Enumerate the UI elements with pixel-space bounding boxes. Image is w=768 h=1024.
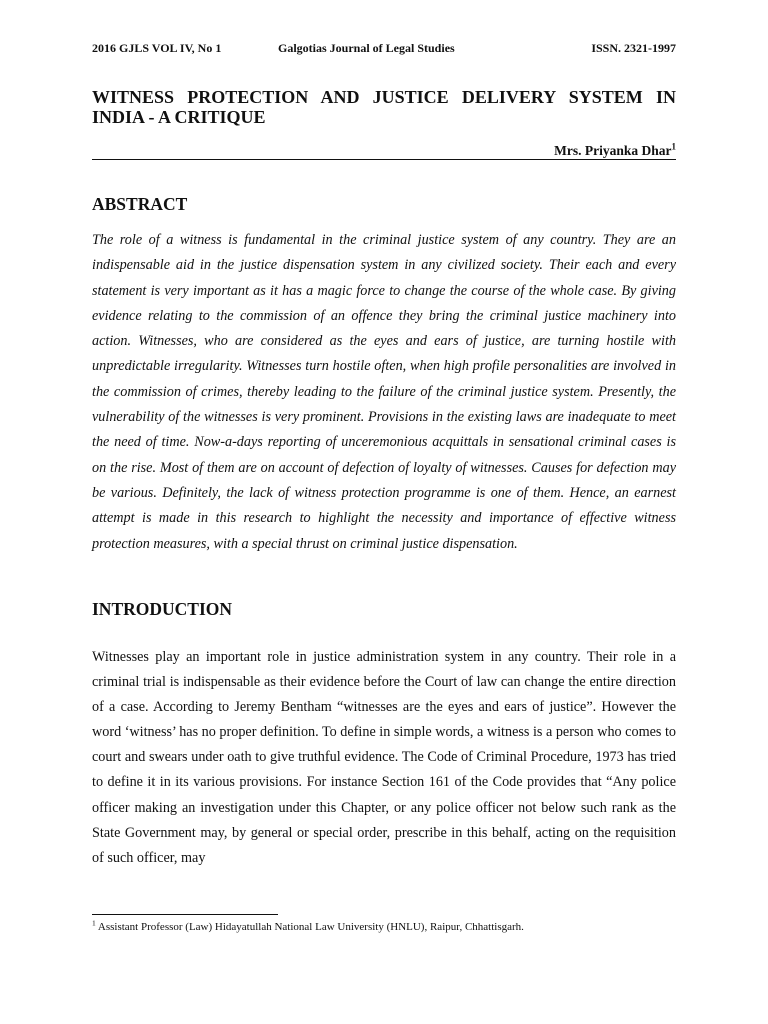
journal-volume: 2016 GJLS VOL IV, No 1 (92, 41, 222, 55)
footnote-mark: 1 (92, 918, 96, 928)
author-name: Mrs. Priyanka Dhar (554, 143, 672, 158)
abstract-body: The role of a witness is fundamental in the criminal justice system of any country. They are an indispensable aid in the justice dispensation system in any civilized society. Their each and every statement is very important as it has a magic force to change the course of the whole case. By giving evidence relating to the commission of an offence they bring the criminal justice machinery into action. Witnesses, who are considered as the eyes and ears of justice, are turning hostile with unpredictable irregularity. Witnesses turn hostile often, when high profile personalities are involved in the commission of crimes, thereby leading to the failure of the criminal justice system. Presently, the vulnerability of the witnesses is very prominent. Provisions in the existing laws are inadequate to meet the need of time. Now-a-days reporting of unceremonious acquittals in sensational criminal cases is on the rise. Most of them are on account of defection of loyalty of witnesses. Causes for defection may be various. Definitely, the lack of witness protection programme is one of them. Hence, an earnest attempt is made in this research to highlight the necessity and importance of effective witness protection measures, with a special thrust on criminal justice dispensation. (92, 232, 676, 552)
paper-title: WITNESS PROTECTION AND JUSTICE DELIVERY SYSTEM IN INDIA - A CRITIQUE (92, 87, 676, 127)
footnote-divider (92, 914, 278, 915)
author-line (554, 143, 676, 159)
title-divider (92, 159, 676, 160)
journal-issn: ISSN. 2321-1997 (591, 41, 676, 55)
abstract-heading: ABSTRACT (92, 194, 188, 214)
introduction-heading: INTRODUCTION (92, 599, 233, 619)
paper-page (92, 0, 676, 1024)
introduction-body: Witnesses play an important role in justice administration system in any country. Their role in a criminal trial is indispensable as their evidence before the Court of law can change the entire direction of a case. According to Jeremy Bentham “witnesses are the eyes and ears of justice”. However the word ‘witness’ has no proper definition. To define in simple words, a witness is a person who comes to court and swears under oath to give truthful evidence. The Code of Criminal Procedure, 1973 has tried to define it in its various provisions. For instance Section 161 of the Code provides that “Any police officer making an investigation under this Chapter, or any police officer not below such rank as the State Government may, by general or special order, prescribe in this behalf, acting on the requisition of such officer, may (92, 649, 677, 866)
footnote (92, 918, 524, 933)
author-footnote-mark: 1 (671, 141, 676, 152)
footnote-text: Assistant Professor (Law) Hidayatullah National Law University (HNLU), Raipur, Chhattisgarh. (97, 921, 524, 933)
journal-name: Galgotias Journal of Legal Studies (278, 41, 455, 55)
running-header (92, 41, 676, 59)
